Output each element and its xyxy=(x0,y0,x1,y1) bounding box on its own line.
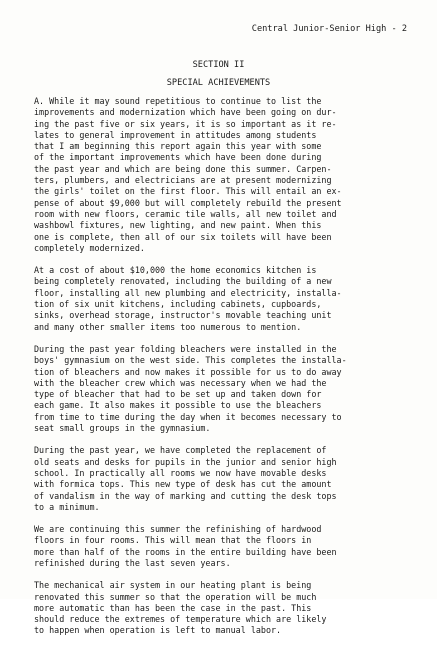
document-body xyxy=(34,96,414,648)
text-line: tion of six unit kitchens, including cabinets, cupboards, xyxy=(34,299,322,310)
text-line: that I am beginning this report again this year with some xyxy=(34,141,322,152)
text-line: We are continuing this summer the refinishing of hardwood xyxy=(34,524,322,535)
text-line: tion of bleachers and now makes it possible for us to do away xyxy=(34,366,342,377)
text-line: At a cost of about $10,000 the home economics kitchen is xyxy=(34,265,317,276)
text-line: with the bleacher crew which was necessary when we had the xyxy=(34,377,327,388)
paragraph xyxy=(34,524,414,569)
text-line: of vandalism in the way of marking and cutting the desk tops xyxy=(34,490,337,501)
text-line: lates to general improvement in attitudes among students xyxy=(34,129,317,140)
text-line: During the past year, we have completed the replacement of xyxy=(34,445,327,456)
text-line: to happen when operation is left to manual labor. xyxy=(34,625,282,636)
text-line: washbowl fixtures, new lighting, and new paint. When this xyxy=(34,220,322,231)
text-line: of the important improvements which have been done during xyxy=(34,152,322,163)
text-line: room with new floors, ceramic tile walls, all new toilet and xyxy=(34,208,337,219)
text-line: from time to time during the day when it becomes necessary to xyxy=(34,411,342,422)
text-line: A. While it may sound repetitious to continue to list the xyxy=(34,96,322,106)
text-line: ing the past five or six years, it is so important as it re- xyxy=(34,118,337,129)
text-line: the past year and which are being done this summer. Carpen- xyxy=(34,163,332,174)
text-line: refinished during the last seven years. xyxy=(34,557,231,568)
text-line: each game. It also makes it possible to use the bleachers xyxy=(34,400,322,411)
text-line: one is complete, then all of our six toilets will have been xyxy=(34,231,332,242)
paragraph xyxy=(34,344,414,434)
text-line: should reduce the extremes of temperature which are likely xyxy=(34,614,327,625)
paragraph xyxy=(34,580,414,636)
text-line: type of bleacher that had to be set up and taken down for xyxy=(34,389,322,400)
text-line: the girls' toilet on the first floor. This will entail an ex- xyxy=(34,186,342,197)
text-line: The mechanical air system in our heating plant is being xyxy=(34,580,312,591)
text-line: with formica tops. This new type of desk has cut the amount xyxy=(34,479,332,490)
text-line: old seats and desks for pupils in the junior and senior high xyxy=(34,456,337,467)
running-head: Central Junior-Senior High - 2 xyxy=(251,24,407,34)
text-line: more than half of the rooms in the entire building have been xyxy=(34,546,337,557)
paragraph xyxy=(34,96,414,254)
paragraph xyxy=(34,445,414,513)
paragraph xyxy=(34,265,414,333)
text-line: boys' gymnasium on the west side. This completes the installa- xyxy=(34,355,347,366)
text-line: During the past year folding bleachers were installed in the xyxy=(34,343,337,354)
text-line: being completely renovated, including the building of a new xyxy=(34,276,332,287)
section-number: SECTION II xyxy=(192,60,245,70)
text-line: improvements and modernization which have been going on dur- xyxy=(34,107,337,118)
text-line: floors in four rooms. This will mean that the floors in xyxy=(34,535,312,546)
text-line: to a minimum. xyxy=(34,501,100,512)
text-line: completely modernized. xyxy=(34,242,145,253)
text-line: school. In practically all rooms we now have movable desks xyxy=(34,467,327,478)
text-line: floor, installing all new plumbing and electricity, installa- xyxy=(34,287,342,298)
text-line: and many other smaller items too numerous to mention. xyxy=(34,321,302,332)
text-line: pense of about $9,000 but will completely rebuild the present xyxy=(34,197,342,208)
text-line: renovated this summer so that the operation will be much xyxy=(34,591,317,602)
text-line: ters, plumbers, and electricians are at present modernizing xyxy=(34,175,332,186)
text-line: seat small groups in the gymnasium. xyxy=(34,423,211,434)
text-line: more automatic than has been the case in the past. This xyxy=(34,602,312,613)
section-title: SPECIAL ACHIEVEMENTS xyxy=(166,78,271,88)
text-line: sinks, overhead storage, instructor's movable teaching unit xyxy=(34,310,332,321)
